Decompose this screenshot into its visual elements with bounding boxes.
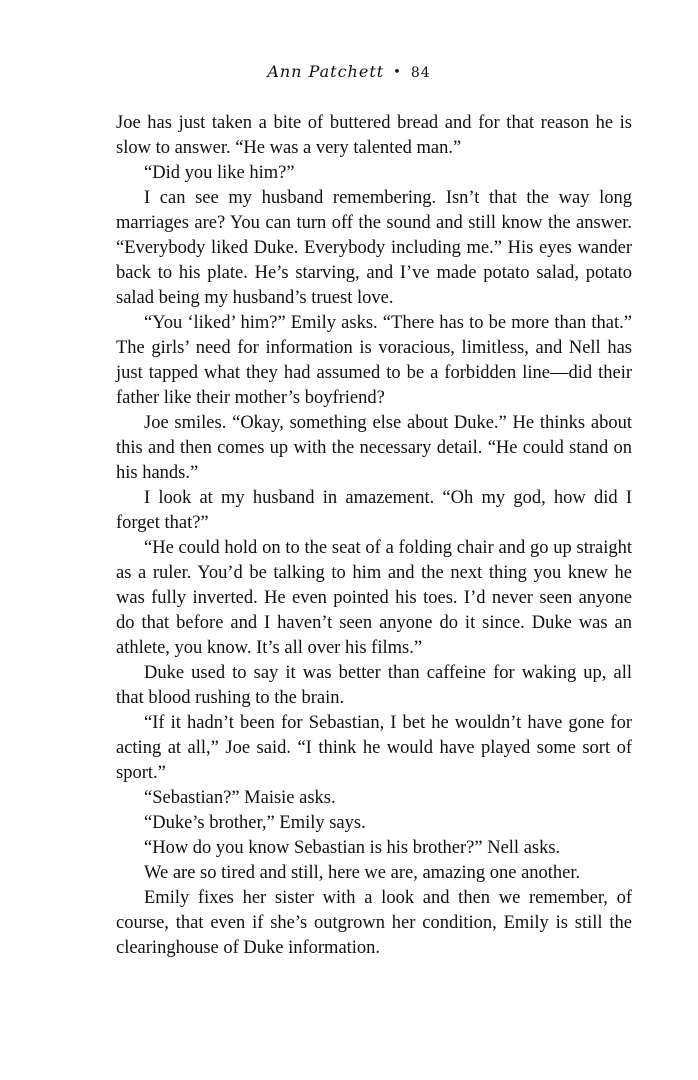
paragraph: Joe has just taken a bite of buttered bread and for that reason he is slow to answer. “He was a very talented man.” bbox=[116, 113, 632, 158]
paragraph: “If it hadn’t been for Sebastian, I bet he wouldn’t have gone for acting at all,” Joe said. “I think he would have played some sort of sport.” bbox=[116, 713, 632, 783]
paragraph: We are so tired and still, here we are, amazing one another. bbox=[144, 863, 581, 883]
paragraph: Duke used to say it was better than caffeine for waking up, all that blood rushing to the brain. bbox=[116, 663, 632, 708]
paragraph: “You ‘liked’ him?” Emily asks. “There has to be more than that.” The girls’ need for information is voracious, limitless, and Nell has just tapped what they had assumed to be a forbidden line—did their father like their mother’s boyfriend? bbox=[116, 313, 632, 408]
paragraph: “Sebastian?” Maisie asks. bbox=[144, 788, 336, 808]
paragraph: “Duke’s brother,” Emily says. bbox=[144, 813, 366, 833]
paragraph: “How do you know Sebastian is his brother?” Nell asks. bbox=[144, 838, 561, 858]
paragraph: Emily fixes her sister with a look and then we remember, of course, that even if she’s outgrown her condition, Emily is still the clearinghouse of Duke information. bbox=[116, 888, 632, 958]
body-text bbox=[116, 111, 632, 961]
paragraph: I can see my husband remembering. Isn’t that the way long marriages are? You can turn off the sound and still know the answer. “Everybody liked Duke. Everybody including me.” His eyes wander back to his plate. He’s starving, and I’ve made potato salad, potato salad being my husband’s truest love. bbox=[116, 188, 632, 308]
paragraph: Joe smiles. “Okay, something else about Duke.” He thinks about this and then comes up with the necessary detail. “He could stand on his hands.” bbox=[116, 413, 632, 483]
running-head bbox=[0, 62, 698, 83]
running-head-author: Ann Patchett bbox=[267, 62, 385, 81]
paragraph: “Did you like him?” bbox=[144, 163, 295, 183]
paragraph: “He could hold on to the seat of a folding chair and go up straight as a ruler. You’d be talking to him and the next thing you knew he was fully inverted. He even pointed his toes. I’d never seen anyone do that before and I haven’t seen anyone do it since. Duke was an athlete, you know. It’s all over his films.” bbox=[116, 538, 632, 658]
paragraph: I look at my husband in amazement. “Oh my god, how did I forget that?” bbox=[116, 488, 632, 533]
running-head-separator: • bbox=[393, 65, 402, 80]
page-number: 84 bbox=[410, 65, 431, 81]
